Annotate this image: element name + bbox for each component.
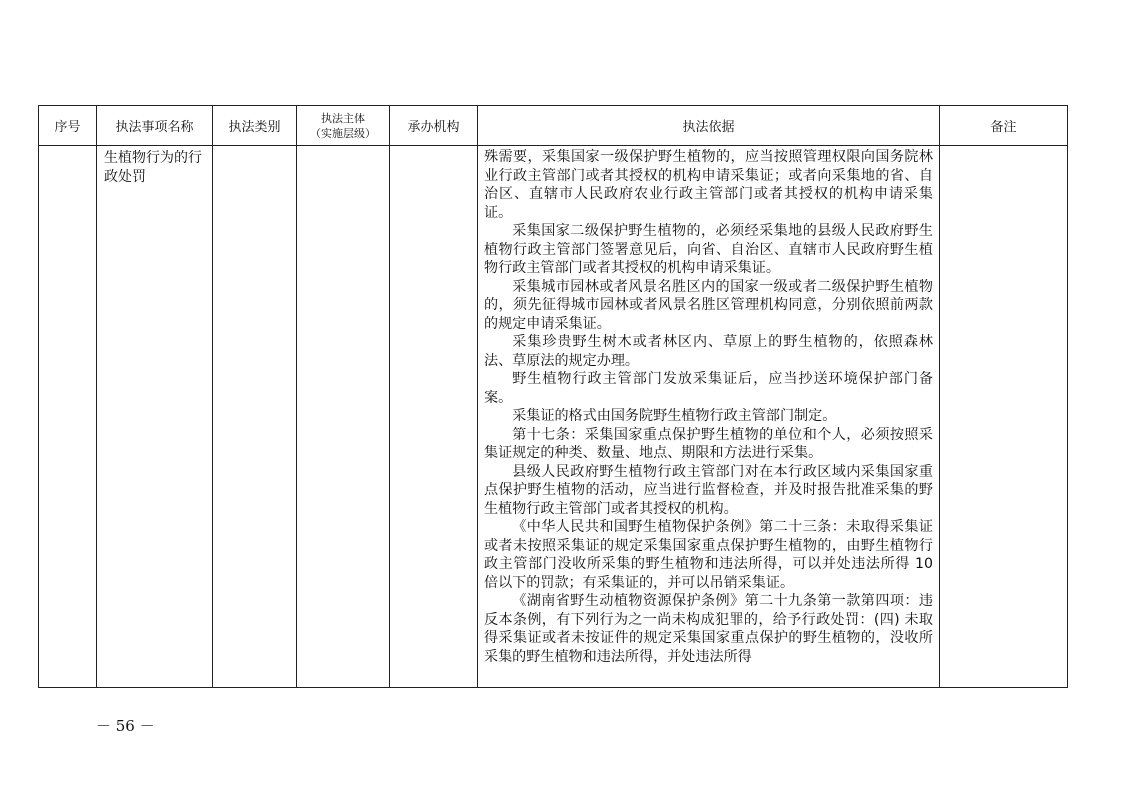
cell-agency	[390, 146, 478, 688]
basis-paragraph: 采集城市园林或者风景名胜区内的国家一级或者二级保护野生植物的，须先征得城市园林或者风景名胜区管理机构同意，分别依照前两款的规定申请采集证。	[484, 278, 933, 332]
header-category: 执法类别	[213, 106, 297, 146]
page-number: － 56 －	[96, 717, 155, 735]
cell-seq	[39, 146, 97, 688]
basis-paragraph: 第十七条：采集国家重点保护野生植物的单位和个人，必须按照采集证规定的种类、数量、地点、期限和方法进行采集。	[484, 426, 933, 461]
cell-category	[213, 146, 297, 688]
header-agency: 承办机构	[390, 106, 478, 146]
cell-basis	[478, 146, 940, 688]
header-row	[39, 106, 1068, 146]
cell-subject	[297, 146, 390, 688]
table-row	[39, 146, 1068, 688]
header-subject	[297, 106, 390, 146]
cell-item-name	[97, 146, 213, 688]
item-name-text: 生植物行为的行政处罚	[104, 150, 202, 185]
basis-paragraph: 采集珍贵野生树木或者林区内、草原上的野生植物的，依照森林法、草原法的规定办理。	[484, 334, 933, 369]
cell-remarks	[940, 146, 1068, 688]
basis-text	[478, 146, 939, 687]
header-item-name: 执法事项名称	[97, 106, 213, 146]
basis-paragraph: 采集证的格式由国务院野生植物行政主管部门制定。	[512, 408, 837, 424]
basis-paragraph: 野生植物行政主管部门发放采集证后，应当抄送环境保护部门备案。	[484, 371, 933, 406]
header-subject-line2: （实施层级）	[310, 126, 376, 140]
basis-paragraph: 县级人民政府野生植物行政主管部门对在本行政区域内采集国家重点保护野生植物的活动，应当进行监督检查，并及时报告批准采集的野生植物行政主管部门或者其授权的机构。	[484, 463, 933, 517]
basis-paragraph: 殊需要，采集国家一级保护野生植物的，应当按照管理权限向国务院林业行政主管部门或者其授权的机构申请采集证；或者向采集地的省、自治区、直辖市人民政府农业行政主管部门或者其授权的机构申请采集证。	[484, 149, 933, 221]
header-remarks: 备注	[940, 106, 1068, 146]
enforcement-table	[38, 105, 1068, 688]
header-seq: 序号	[39, 106, 97, 146]
header-basis: 执法依据	[478, 106, 940, 146]
basis-paragraph: 《湖南省野生动植物资源保护条例》第二十九条第一款第四项：违反本条例，有下列行为之一尚未构成犯罪的，给予行政处罚：(四) 未取得采集证或者未按证件的规定采集国家重点保护的野生植物的，没收所采集的野生植物和违法所得，并处违法所得	[484, 593, 933, 665]
basis-paragraph: 采集国家二级保护野生植物的，必须经采集地的县级人民政府野生植物行政主管部门签署意见后，向省、自治区、直辖市人民政府野生植物行政主管部门或者其授权的机构申请采集证。	[484, 223, 933, 276]
header-subject-line1: 执法主体	[321, 111, 365, 125]
basis-paragraph: 《中华人民共和国野生植物保护条例》第二十三条：未取得采集证或者未按照采集证的规定采集国家重点保护野生植物的，由野生植物行政主管部门没收所采集的野生植物和违法所得，可以并处违法所得 10 倍以下的罚款；有采集证的，并可以吊销采集证。	[484, 519, 933, 591]
